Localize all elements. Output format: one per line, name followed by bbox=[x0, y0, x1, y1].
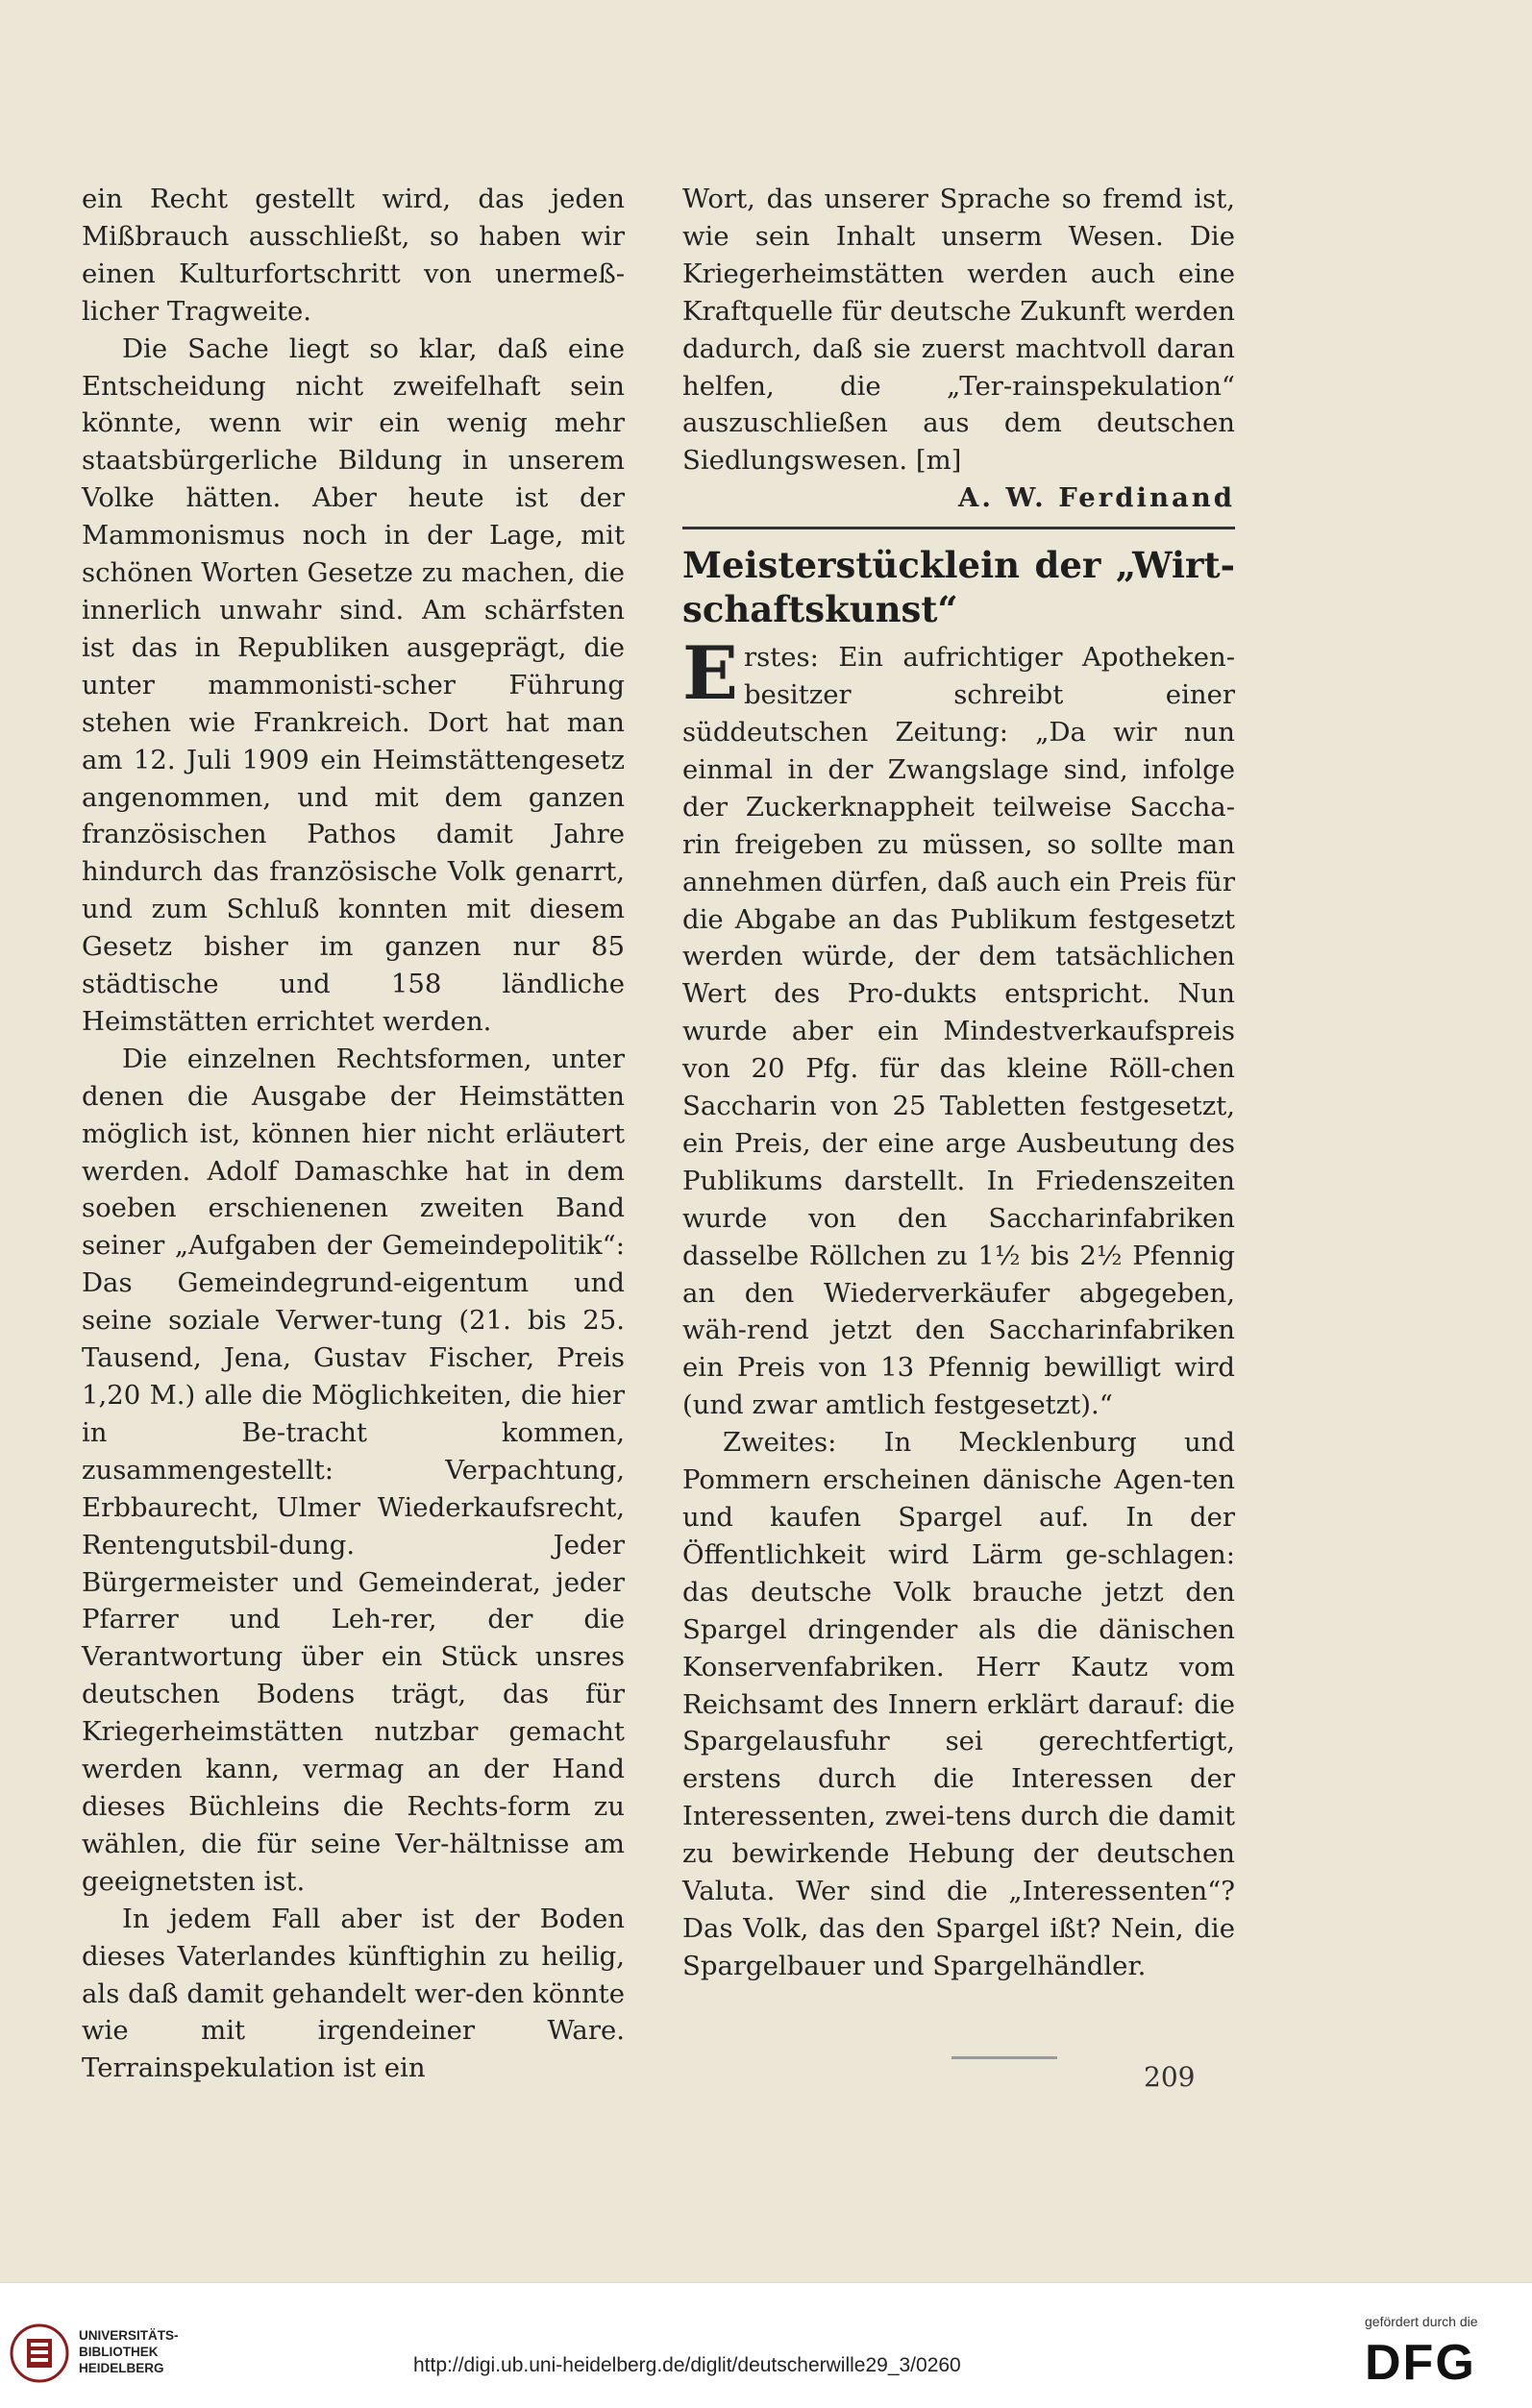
paragraph: Die Sache liegt so klar, daß eine Entscheidung nicht zweifelhaft sein könnte, wenn wir ein wenig mehr staatsbürgerliche Bildung in unserem Volke hätten. Aber heute ist der Mammonismus noch in der Lage, mit schönen Worten Gesetze zu machen, die innerlich unwahr sind. Am schärfsten ist das in Republiken ausgeprägt, die unter mammonisti-scher Führung stehen wie Frankreich. Dort hat man am 12. Juli 1909 ein Heimstättengesetz angenommen, und mit dem ganzen französischen Pathos damit Jahre hindurch das französische Volk genarrt, und zum Schluß konnten mit diesem Gesetz bisher im ganzen nur 85 städtische und 158 ländliche Heimstätten errichtet werden. bbox=[82, 332, 625, 1037]
paragraph: ein Recht gestellt wird, das jeden Mißbrauch ausschließt, so haben wir einen Kulturfortschritt von unermeß-licher Tragweite. bbox=[82, 184, 625, 327]
paragraph: Zweites: In Mecklenburg und Pommern erscheinen dänische Agen-ten und kaufen Spargel auf. In der Öffentlichkeit wird Lärm ge-schlagen: das deutsche Volk brauche jetzt den Spargel dringender als die dänischen Konservenfabriken. Herr Kautz vom Reichsamt des Innern erklärt darauf: die Spargelausfuhr sei gerechtfertigt, erstens durch die Interessen der Interessenten, zwei-tens durch die damit zu bewirkende Hebung der deutschen Valuta. Wer sind die „Interessenten“? Das Volk, das den Spargel ißt? Nein, die Spargelbauer und Spargelhändler. bbox=[682, 1427, 1235, 1981]
library-name-line: HEIDELBERG bbox=[79, 2361, 164, 2375]
section-divider bbox=[682, 527, 1235, 529]
paragraph-text: rstes: Ein aufrichtiger Apotheken-besitzer schreibt einer süddeutschen Zeitung: „Da wir nun einmal in der Zwangslage sind, infolge der Zuckerknappheit teilweise Saccha-rin freigeben zu müssen, so sollte man annehmen dürfen, daß auch ein Preis für die Abgabe an das Publikum festgesetzt werden würde, der dem tatsächlichen Wert des Pro-dukts entspricht. Nun wurde aber ein Mindestverkaufspreis von 20 Pfg. für das kleine Röll-chen Saccharin von 25 Tabletten festgesetzt, ein Preis, der eine arge Ausbeutung des Publikums darstellt. In Friedenszeiten wurde von den Saccharinfabriken dasselbe Röllchen zu 1½ bis 2½ Pfennig an den Wiederverkäufer abgegeben, wäh-rend jetzt den Saccharinfabriken ein Preis von 13 Pfennig bewilligt wird (und zwar amtlich festgesetzt).“ bbox=[682, 642, 1235, 1421]
author-signature: A. W. Ferdinand bbox=[958, 482, 1235, 514]
university-seal-icon bbox=[10, 2323, 69, 2383]
page-number: 209 bbox=[1144, 2061, 1196, 2093]
right-text-column bbox=[682, 181, 1235, 1985]
paragraph: Die einzelnen Rechtsformen, unter denen die Ausgabe der Heimstätten möglich ist, können hier nicht erläutert werden. Adolf Damaschke hat in dem soeben erschienenen zweiten Band seiner „Aufgaben der Gemeindepolitik“: Das Gemeindegrund-eigentum und seine soziale Verwer-tung (21. bis 25. Tausend, Jena, Gustav Fischer, Preis 1,20 M.) alle die Möglichkeiten, die hier in Be-tracht kommen, zusammengestellt: Verpachtung, Erbbaurecht, Ulmer Wiederkaufsrecht, Rentengutsbil-dung. Jeder Bürgermeister und Gemeinderat, jeder Pfarrer und Leh-rer, der die Verantwortung über ein Stück unsres deutschen Bodens trägt, das für Kriegerheimstätten nutzbar gemacht werden kann, vermag an der Hand dieses Büchleins die Rechts-form zu wählen, die für seine Ver-hältnisse am geeignetsten ist. bbox=[82, 1043, 625, 1897]
library-name bbox=[79, 2327, 179, 2376]
library-name-line: UNIVERSITÄTS- bbox=[79, 2328, 179, 2343]
source-url[interactable]: http://digi.ub.uni-heidelberg.de/diglit/deutscherwille29_3/0260 bbox=[413, 2354, 961, 2376]
left-text-column bbox=[82, 181, 625, 2087]
paragraph bbox=[682, 630, 1235, 1424]
paragraph: In jedem Fall aber ist der Boden dieses Vaterlandes künftighin zu heilig, als daß damit gehandelt wer-den könnte wie mit irgendeiner Ware. Terrainspekulation ist ein bbox=[82, 1903, 625, 2084]
paragraph: Wort, das unserer Sprache so fremd ist, wie sein Inhalt unserm Wesen. Die Kriegerheimstätten werden auch eine Kraftquelle für deutsche Zukunft werden dadurch, daß sie zuerst machtvoll daran helfen, die „Ter-rainspekulation“ auszuschließen aus dem deutschen Siedlungswesen. [m] bbox=[682, 184, 1235, 477]
article-heading: Meisterstücklein der „Wirt-schaftskunst“ bbox=[682, 544, 1235, 631]
funding-note: gefördert durch die bbox=[1365, 2314, 1478, 2329]
library-name-line: BIBLIOTHEK bbox=[79, 2345, 159, 2359]
dfg-logo[interactable]: DFG bbox=[1365, 2335, 1476, 2391]
library-logo[interactable] bbox=[10, 2323, 202, 2391]
footer-bar bbox=[0, 2282, 1532, 2408]
drop-cap: E bbox=[682, 630, 738, 717]
page-rule bbox=[951, 2056, 1057, 2059]
